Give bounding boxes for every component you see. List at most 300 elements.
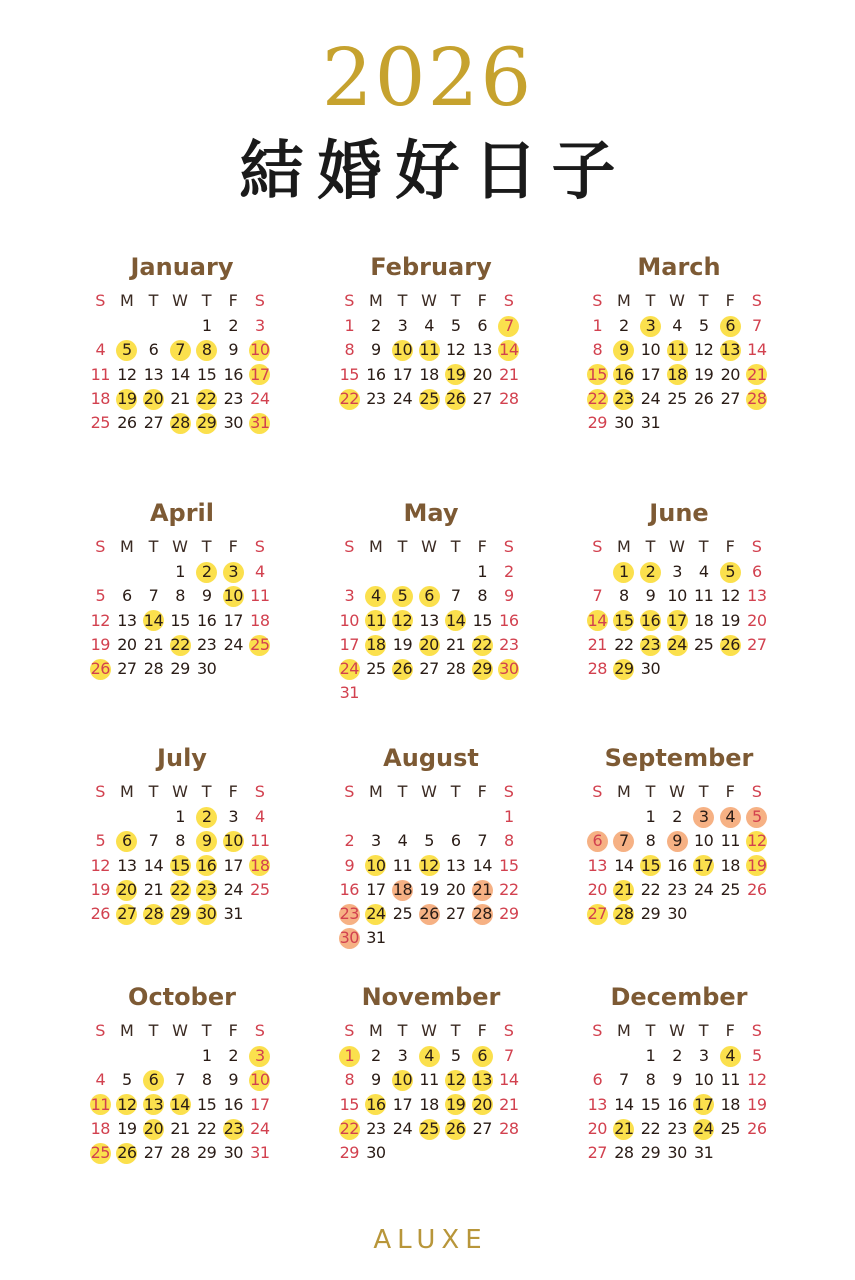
day-number: 17 (339, 634, 359, 654)
day-number: 7 (477, 831, 488, 851)
calendar-day (193, 657, 220, 681)
day-number: 8 (477, 586, 488, 606)
month-name: May (403, 499, 459, 527)
day-number: 22 (339, 1118, 359, 1138)
calendar-day (717, 363, 744, 387)
day-grid (87, 314, 277, 435)
day-number: 10 (223, 586, 243, 606)
day-number: 23 (499, 634, 519, 654)
weekday-label: S (751, 1021, 762, 1040)
month-name: March (637, 253, 721, 281)
calendar-day (193, 1093, 220, 1117)
calendar-day (389, 387, 416, 411)
calendar-day (690, 633, 717, 657)
calendar-day (690, 560, 717, 584)
calendar-day (496, 560, 523, 584)
calendar-day (611, 902, 638, 926)
day-number: 7 (148, 586, 159, 606)
calendar-day (167, 633, 194, 657)
weekday-label: F (725, 1021, 735, 1040)
month-april (87, 498, 277, 681)
calendar-day (336, 1141, 363, 1165)
day-number: 2 (228, 1046, 239, 1065)
day-number: 26 (90, 659, 110, 679)
calendar-day (637, 878, 664, 902)
day-number: 7 (450, 586, 461, 606)
calendar-day (193, 338, 220, 362)
day-number: 2 (371, 316, 381, 335)
empty-cell (389, 805, 416, 829)
day-number: 11 (90, 364, 110, 384)
calendar-day (611, 584, 638, 608)
calendar-day (336, 363, 363, 387)
day-number: 10 (667, 586, 687, 606)
day-number: 29 (339, 1143, 359, 1163)
calendar-day (690, 363, 717, 387)
weekday-label: T (698, 291, 709, 310)
day-number: 24 (693, 1118, 714, 1138)
day-number: 27 (117, 659, 137, 679)
day-number: 19 (392, 634, 413, 654)
empty-cell (389, 560, 416, 584)
brand-logo: ALUXE (373, 1225, 488, 1255)
calendar-day (87, 657, 114, 681)
calendar-day (247, 411, 274, 435)
day-number: 16 (339, 879, 359, 899)
weekday-label: W (421, 291, 437, 310)
calendar-day (114, 1068, 141, 1092)
calendar-day (637, 1141, 664, 1165)
day-number: 9 (504, 586, 514, 606)
calendar-day (247, 878, 274, 902)
calendar-day (717, 584, 744, 608)
calendar-day (114, 411, 141, 435)
calendar-day (363, 363, 390, 387)
day-number: 25 (392, 904, 413, 924)
day-number: 23 (667, 879, 687, 899)
calendar-day (336, 633, 363, 657)
day-number: 23 (196, 634, 217, 654)
day-number: 7 (619, 1070, 629, 1090)
calendar-day (442, 657, 469, 681)
calendar-day (87, 338, 114, 362)
calendar-day (637, 560, 664, 584)
calendar-day (247, 633, 274, 657)
calendar-day (167, 805, 194, 829)
calendar-day (469, 338, 496, 362)
day-number: 19 (747, 1094, 767, 1114)
weekday-label: S (503, 1021, 514, 1040)
empty-cell (584, 1044, 611, 1068)
day-number: 6 (122, 586, 132, 606)
calendar-day (717, 1093, 744, 1117)
calendar-day (664, 584, 691, 608)
calendar-day (193, 878, 220, 902)
day-number: 26 (419, 904, 439, 924)
weekday-label: F (477, 291, 487, 310)
day-number: 23 (366, 1118, 386, 1138)
day-number: 12 (445, 340, 466, 360)
calendar-day (363, 902, 390, 926)
calendar-day (717, 878, 744, 902)
day-number: 12 (720, 586, 740, 606)
day-number: 5 (752, 1046, 762, 1065)
calendar-day (140, 1141, 167, 1165)
calendar-day (247, 1117, 274, 1141)
month-march (584, 252, 774, 435)
day-number: 11 (419, 1070, 439, 1090)
day-number: 7 (175, 340, 185, 360)
calendar-day (690, 1141, 717, 1165)
day-number: 11 (720, 831, 740, 851)
day-number: 22 (499, 879, 519, 899)
calendar-day (611, 1068, 638, 1092)
day-number: 28 (614, 1143, 634, 1163)
day-number: 22 (614, 634, 634, 654)
calendar-day (87, 902, 114, 926)
calendar-day (114, 878, 141, 902)
weekday-header (584, 290, 774, 312)
day-number: 8 (344, 1070, 355, 1090)
day-number: 12 (747, 1070, 767, 1090)
day-number: 13 (747, 586, 767, 606)
calendar-day (744, 314, 771, 338)
day-number: 9 (344, 855, 355, 875)
day-number: 21 (499, 1094, 519, 1114)
day-number: 16 (499, 610, 519, 630)
calendar-day (336, 878, 363, 902)
calendar-day (496, 1093, 523, 1117)
day-number: 10 (693, 1070, 714, 1090)
day-number: 22 (170, 879, 190, 899)
calendar-day (140, 1068, 167, 1092)
calendar-day (584, 338, 611, 362)
day-number: 15 (170, 855, 190, 875)
calendar-day (611, 411, 638, 435)
day-number: 4 (255, 807, 265, 826)
day-number: 28 (170, 1143, 190, 1163)
day-number: 15 (472, 610, 492, 630)
empty-cell (140, 1044, 167, 1068)
day-number: 18 (667, 364, 687, 384)
day-number: 8 (175, 831, 185, 851)
calendar-day (717, 314, 744, 338)
calendar-day (114, 1141, 141, 1165)
day-number: 3 (344, 586, 355, 606)
day-number: 24 (392, 388, 413, 408)
weekday-label: S (344, 782, 355, 801)
calendar-day (114, 584, 141, 608)
empty-cell (87, 314, 114, 338)
empty-cell (611, 805, 638, 829)
calendar-day (717, 1044, 744, 1068)
calendar-day (584, 878, 611, 902)
calendar-day (140, 584, 167, 608)
day-number: 12 (693, 340, 714, 360)
day-number: 19 (720, 610, 740, 630)
calendar-day (140, 633, 167, 657)
calendar-day (690, 387, 717, 411)
day-number: 9 (201, 586, 212, 606)
day-number: 4 (725, 1046, 736, 1065)
day-number: 17 (223, 855, 243, 875)
calendar-day (744, 829, 771, 853)
day-number: 25 (90, 1143, 110, 1163)
weekday-label: S (95, 291, 106, 310)
calendar-day (363, 338, 390, 362)
day-number: 1 (619, 562, 629, 581)
day-number: 4 (371, 586, 381, 606)
calendar-day (469, 633, 496, 657)
day-number: 13 (419, 610, 439, 630)
day-number: 5 (122, 340, 132, 360)
weekday-label: W (669, 537, 685, 556)
calendar-day (220, 902, 247, 926)
day-number: 25 (419, 388, 439, 408)
calendar-day (690, 1044, 717, 1068)
weekday-label: S (751, 782, 762, 801)
day-number: 5 (95, 831, 106, 851)
calendar-day (336, 1093, 363, 1117)
calendar-day (336, 829, 363, 853)
day-number: 22 (472, 634, 492, 654)
weekday-header (87, 1020, 277, 1042)
calendar-day (442, 338, 469, 362)
day-number: 11 (392, 855, 413, 875)
calendar-day (584, 1093, 611, 1117)
month-name: June (649, 499, 709, 527)
day-number: 17 (366, 879, 386, 899)
day-number: 14 (170, 364, 190, 384)
calendar-day (336, 609, 363, 633)
calendar-day (87, 829, 114, 853)
calendar-day (442, 878, 469, 902)
weekday-label: F (477, 782, 487, 801)
day-number: 30 (499, 659, 519, 679)
day-number: 11 (667, 340, 687, 360)
day-number: 31 (223, 904, 243, 924)
day-number: 12 (117, 364, 137, 384)
day-number: 11 (250, 586, 270, 606)
calendar-day (664, 1117, 691, 1141)
day-number: 19 (90, 634, 110, 654)
day-number: 5 (450, 316, 461, 335)
day-number: 2 (619, 316, 629, 335)
month-name: February (370, 253, 492, 281)
calendar-day (114, 363, 141, 387)
weekday-label: T (201, 1021, 212, 1040)
day-number: 28 (587, 659, 607, 679)
calendar-day (336, 657, 363, 681)
calendar-day (744, 1117, 771, 1141)
day-number: 19 (747, 855, 767, 875)
day-number: 4 (725, 807, 736, 826)
weekday-label: W (172, 782, 188, 801)
calendar-day (637, 633, 664, 657)
calendar-day (637, 338, 664, 362)
day-number: 12 (117, 1094, 137, 1114)
calendar-day (664, 1141, 691, 1165)
weekday-label: T (397, 537, 408, 556)
calendar-day (664, 829, 691, 853)
day-number: 25 (366, 659, 386, 679)
day-number: 7 (504, 1046, 514, 1065)
day-grid (87, 560, 277, 681)
day-number: 13 (720, 340, 740, 360)
day-number: 27 (472, 1118, 492, 1138)
calendar-day (584, 1141, 611, 1165)
empty-cell (611, 1044, 638, 1068)
weekday-header (336, 1020, 526, 1042)
weekday-label: F (725, 291, 735, 310)
day-number: 19 (419, 879, 439, 899)
calendar-day (167, 1117, 194, 1141)
day-number: 11 (720, 1070, 740, 1090)
calendar-day (114, 829, 141, 853)
calendar-day (220, 411, 247, 435)
calendar-day (469, 1044, 496, 1068)
calendar-day (167, 609, 194, 633)
day-number: 22 (640, 1118, 661, 1138)
empty-cell (336, 805, 363, 829)
day-number: 11 (366, 610, 386, 630)
calendar-day (193, 411, 220, 435)
day-number: 14 (170, 1094, 190, 1114)
calendar-day (167, 854, 194, 878)
day-number: 16 (366, 364, 386, 384)
weekday-label: F (228, 1021, 238, 1040)
day-number: 3 (645, 316, 656, 335)
month-name: September (604, 744, 754, 772)
calendar-day (496, 1044, 523, 1068)
day-number: 24 (250, 1118, 270, 1138)
day-number: 14 (445, 610, 466, 630)
day-number: 27 (720, 388, 740, 408)
calendar-day (87, 878, 114, 902)
day-number: 12 (419, 855, 439, 875)
calendar-day (247, 584, 274, 608)
month-february (336, 252, 526, 411)
day-number: 15 (170, 610, 190, 630)
day-number: 10 (392, 1070, 413, 1090)
day-number: 22 (339, 388, 359, 408)
day-number: 18 (366, 634, 386, 654)
day-number: 9 (228, 1070, 239, 1090)
weekday-label: W (172, 1021, 188, 1040)
calendar-day (717, 1117, 744, 1141)
calendar-day (442, 387, 469, 411)
calendar-day (363, 657, 390, 681)
calendar-day (496, 657, 523, 681)
calendar-day (247, 1093, 274, 1117)
empty-cell (363, 560, 390, 584)
year-title: 2026 (321, 31, 534, 124)
weekday-label: S (254, 537, 265, 556)
calendar-day (167, 338, 194, 362)
empty-cell (336, 560, 363, 584)
calendar-day (363, 1141, 390, 1165)
calendar-day (496, 1068, 523, 1092)
day-number: 16 (366, 1094, 386, 1114)
weekday-header (87, 536, 277, 558)
calendar-day (220, 1093, 247, 1117)
day-number: 22 (196, 388, 217, 408)
calendar-day (87, 1141, 114, 1165)
day-grid (87, 1044, 277, 1165)
day-number: 7 (619, 831, 629, 851)
day-number: 18 (693, 610, 714, 630)
empty-cell (140, 805, 167, 829)
weekday-label: S (254, 1021, 265, 1040)
calendar-day (167, 1068, 194, 1092)
calendar-day (744, 854, 771, 878)
day-grid (87, 805, 277, 926)
weekday-label: S (254, 291, 265, 310)
day-number: 30 (223, 1143, 243, 1163)
day-number: 21 (170, 388, 190, 408)
day-number: 13 (117, 855, 137, 875)
calendar-day (496, 338, 523, 362)
calendar-day (496, 829, 523, 853)
calendar-day (114, 902, 141, 926)
day-number: 23 (196, 879, 217, 899)
calendar-day (167, 878, 194, 902)
month-name: August (383, 744, 479, 772)
calendar-day (389, 338, 416, 362)
calendar-day (220, 584, 247, 608)
calendar-day (611, 609, 638, 633)
day-number: 2 (344, 831, 355, 851)
calendar-day (336, 338, 363, 362)
day-number: 14 (499, 340, 519, 360)
calendar-day (416, 387, 443, 411)
calendar-day (584, 633, 611, 657)
weekday-label: W (172, 537, 188, 556)
weekday-label: F (228, 291, 238, 310)
calendar-day (193, 387, 220, 411)
weekday-label: T (645, 1021, 656, 1040)
day-number: 5 (698, 316, 709, 335)
day-number: 21 (143, 879, 164, 899)
day-number: 8 (201, 1070, 212, 1090)
day-number: 16 (196, 855, 217, 875)
calendar-day (496, 878, 523, 902)
day-number: 3 (397, 316, 408, 335)
calendar-day (690, 805, 717, 829)
calendar-day (220, 878, 247, 902)
calendar-day (247, 314, 274, 338)
calendar-day (389, 584, 416, 608)
day-number: 31 (339, 683, 359, 703)
calendar-day (193, 805, 220, 829)
day-number: 7 (504, 316, 514, 335)
calendar-day (416, 1117, 443, 1141)
calendar-day (87, 1117, 114, 1141)
calendar-day (114, 609, 141, 633)
calendar-day (496, 387, 523, 411)
weekday-label: S (344, 537, 355, 556)
weekday-label: T (698, 782, 709, 801)
calendar-day (363, 829, 390, 853)
calendar-day (114, 387, 141, 411)
calendar-day (442, 1068, 469, 1092)
day-number: 1 (344, 316, 355, 335)
calendar-day (664, 805, 691, 829)
calendar-day (611, 657, 638, 681)
calendar-day (140, 854, 167, 878)
day-number: 9 (672, 831, 682, 851)
day-grid (336, 805, 526, 951)
